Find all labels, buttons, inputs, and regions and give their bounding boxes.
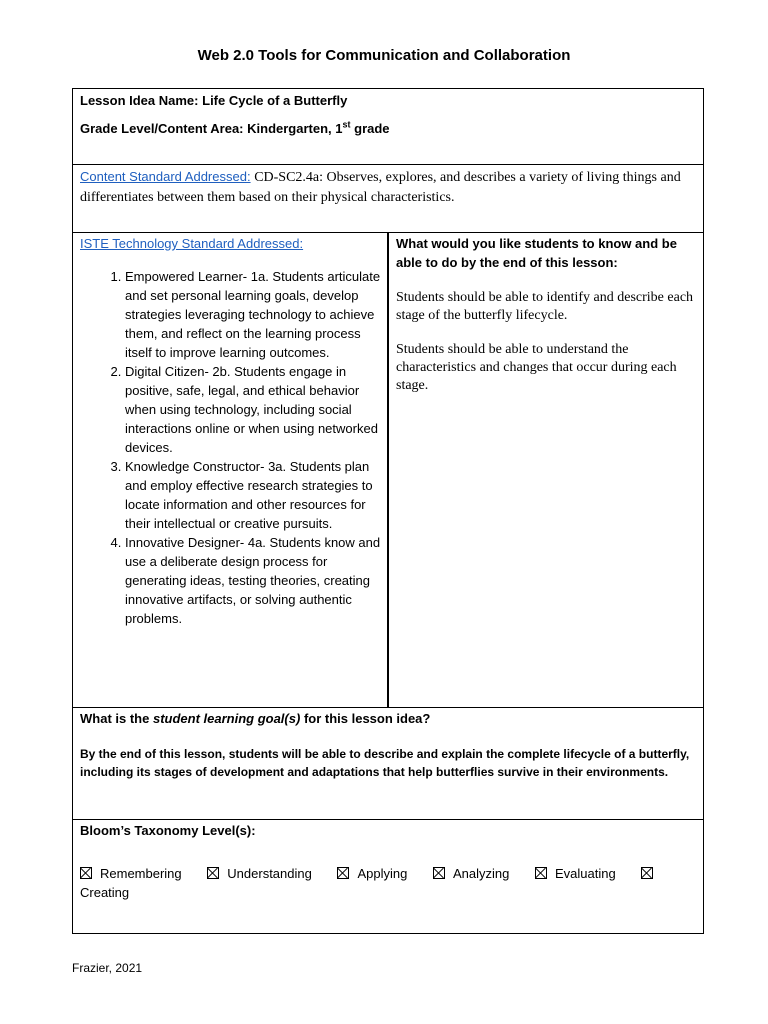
blooms-applying[interactable] (337, 866, 407, 881)
lesson-idea-label: Lesson Idea Name: (80, 93, 199, 108)
blooms-analyzing[interactable] (433, 866, 509, 881)
lesson-plan-table (72, 88, 704, 934)
lesson-info-row (73, 89, 703, 165)
iste-item: 2. Digital Citizen- 2b. Students engage in positive, safe, legal, and ethical behavior when using technology, including social interactions online or when using networked devices. (125, 362, 381, 457)
content-standard-label[interactable]: Content Standard Addressed: (80, 169, 251, 184)
know-and-do-question: What would you like students to know and be able to do by the end of this lesson: (396, 236, 677, 270)
checked-box-icon (433, 867, 445, 879)
iste-item: 4. Innovative Designer- 4a. Students know and use a deliberate design process for generating ideas, testing theories, creating innovative artifacts, or solving authentic problems. (125, 533, 381, 628)
learning-goal-question-prefix: What is the (80, 711, 150, 726)
iste-item: 1. Empowered Learner- 1a. Students articulate and set personal learning goals, develop strategies leveraging technology to achieve them, and reflect on the learning process itself to improve learning outcomes. (125, 267, 381, 362)
footer-credit: Frazier, 2021 (72, 961, 143, 975)
lesson-idea-line (73, 89, 703, 113)
blooms-level-label: Analyzing (452, 866, 510, 881)
checked-box-icon[interactable] (641, 867, 653, 879)
iste-standard-list (80, 267, 381, 628)
checked-box-icon (535, 867, 547, 879)
blooms-evaluating[interactable] (535, 866, 616, 881)
learning-goal-row (73, 708, 703, 820)
grade-level-line (73, 113, 703, 141)
learning-goal-question (73, 708, 703, 731)
blooms-understanding[interactable] (207, 866, 312, 881)
blooms-level-label: Applying (357, 866, 408, 881)
iste-item: 3. Knowledge Constructor- 3a. Students plan and employ effective research strategies to locate information and other resources for their intellectual or creative pursuits. (125, 457, 381, 533)
iste-standard-cell (73, 233, 389, 707)
lesson-idea-value: Life Cycle of a Butterfly (202, 93, 348, 108)
standards-row (73, 233, 703, 708)
know-and-do-cell (389, 233, 703, 707)
blooms-creating[interactable]: Creating (80, 885, 130, 900)
blooms-level-label: Understanding (227, 866, 312, 881)
content-standard-text: CD-SC2.4a: Observes, explores, and describes a variety of living things and differentiates between them based on their physical characteristics. (80, 170, 681, 205)
blooms-label: Bloom’s Taxonomy Level(s): (80, 823, 256, 838)
checked-box-icon (80, 867, 92, 879)
grade-level-value: Kindergarten, 1 (247, 121, 343, 136)
grade-level-label: Grade Level/Content Area: (80, 121, 244, 136)
blooms-level-label: Evaluating (554, 866, 616, 881)
learning-goal-answer: By the end of this lesson, students will be able to describe and explain the complete lifecycle of a butterfly, including its stages of development and adaptations that help butterflies survive in their environments. (80, 747, 690, 779)
checked-box-icon (207, 867, 219, 879)
document-title: Web 2.0 Tools for Communication and Collaboration (197, 47, 571, 64)
iste-standard-label[interactable]: ISTE Technology Standard Addressed: (80, 236, 304, 251)
grade-level-suffix: grade (354, 121, 390, 136)
grade-level-superscript: st (342, 119, 351, 130)
know-and-do-answer: Students should be able to identify and describe each stage of the butterfly lifecycle. (396, 290, 694, 323)
blooms-row (73, 820, 703, 935)
blooms-level-label: Remembering (100, 866, 182, 881)
learning-goal-question-suffix: for this lesson idea? (303, 711, 431, 726)
content-standard-cell (73, 165, 703, 210)
blooms-remembering[interactable] (80, 866, 182, 881)
learning-goal-question-emphasis: student learning goal(s) (152, 711, 301, 726)
know-and-do-answer: Students should be able to understand the characteristics and changes that occur during each stage. (396, 342, 677, 393)
content-standard-row (73, 165, 703, 233)
blooms-checkbox-list (73, 861, 703, 905)
checked-box-icon (337, 867, 349, 879)
